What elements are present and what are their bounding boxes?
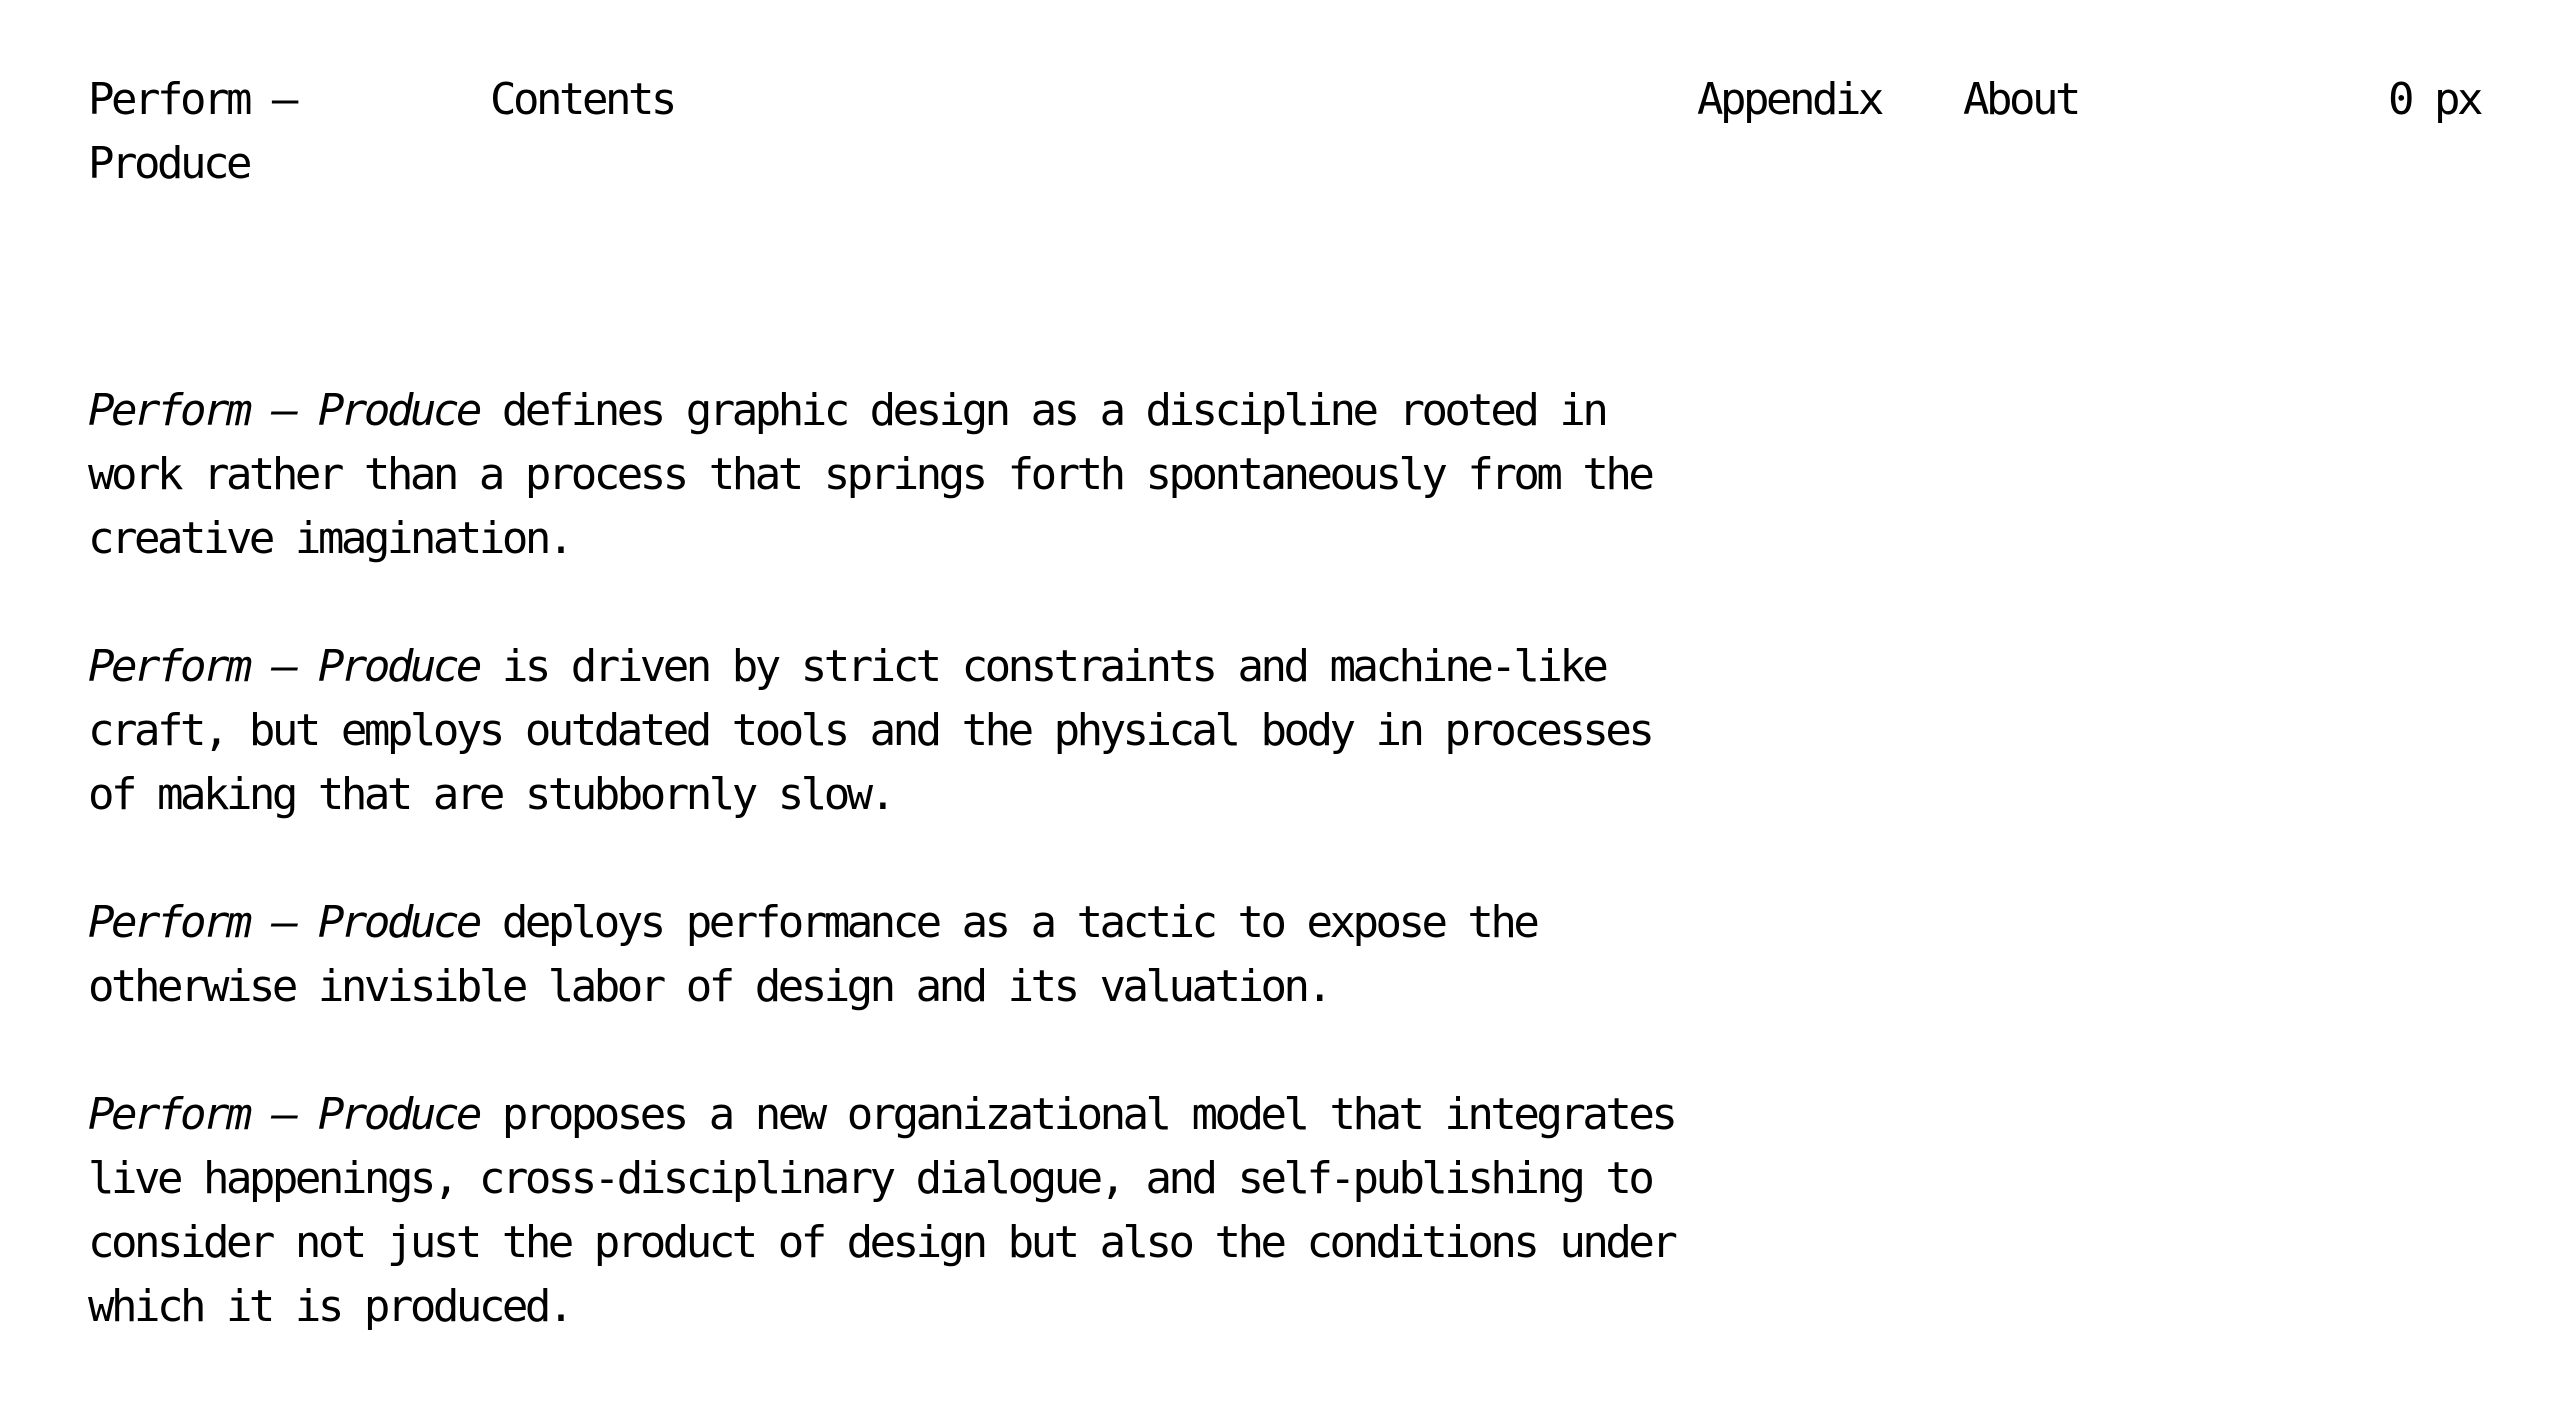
intro-text [88,379,1688,1403]
paragraph-text: deploys performance as a tactic to expose the otherwise invisible labor of design and its valuation. [88,897,1537,1012]
scroll-position-readout: 0 px [2388,74,2480,125]
paragraph-text: is driven by strict constraints and machine-like craft, but employs outdated tools and the physical body in processes of making that are stubbornly slow. [88,641,1652,820]
nav-contents-link[interactable]: Contents [490,74,674,125]
project-title: Perform – Produce [88,641,479,692]
site-title-link[interactable]: Perform – Produce [88,74,295,189]
intro-paragraph [88,635,1688,827]
project-title: Perform – Produce [88,897,479,948]
intro-paragraph [88,379,1688,571]
intro-paragraph [88,1083,1688,1339]
intro-paragraph [88,891,1688,1019]
paragraph-text: proposes a new organizational model that integrates live happenings, cross-disciplinary dialogue, and self-publishing to consider not just the product of design but also the conditions under which it is produced. [88,1089,1675,1332]
nav-about-link[interactable]: About [1963,74,2078,125]
project-title: Perform – Produce [88,1089,479,1140]
nav-appendix-link[interactable]: Appendix [1697,74,1881,125]
paragraph-text: defines graphic design as a discipline rooted in work rather than a process that springs forth spontaneously from the creative imagination. [88,385,1652,564]
project-title: Perform – Produce [88,385,479,436]
